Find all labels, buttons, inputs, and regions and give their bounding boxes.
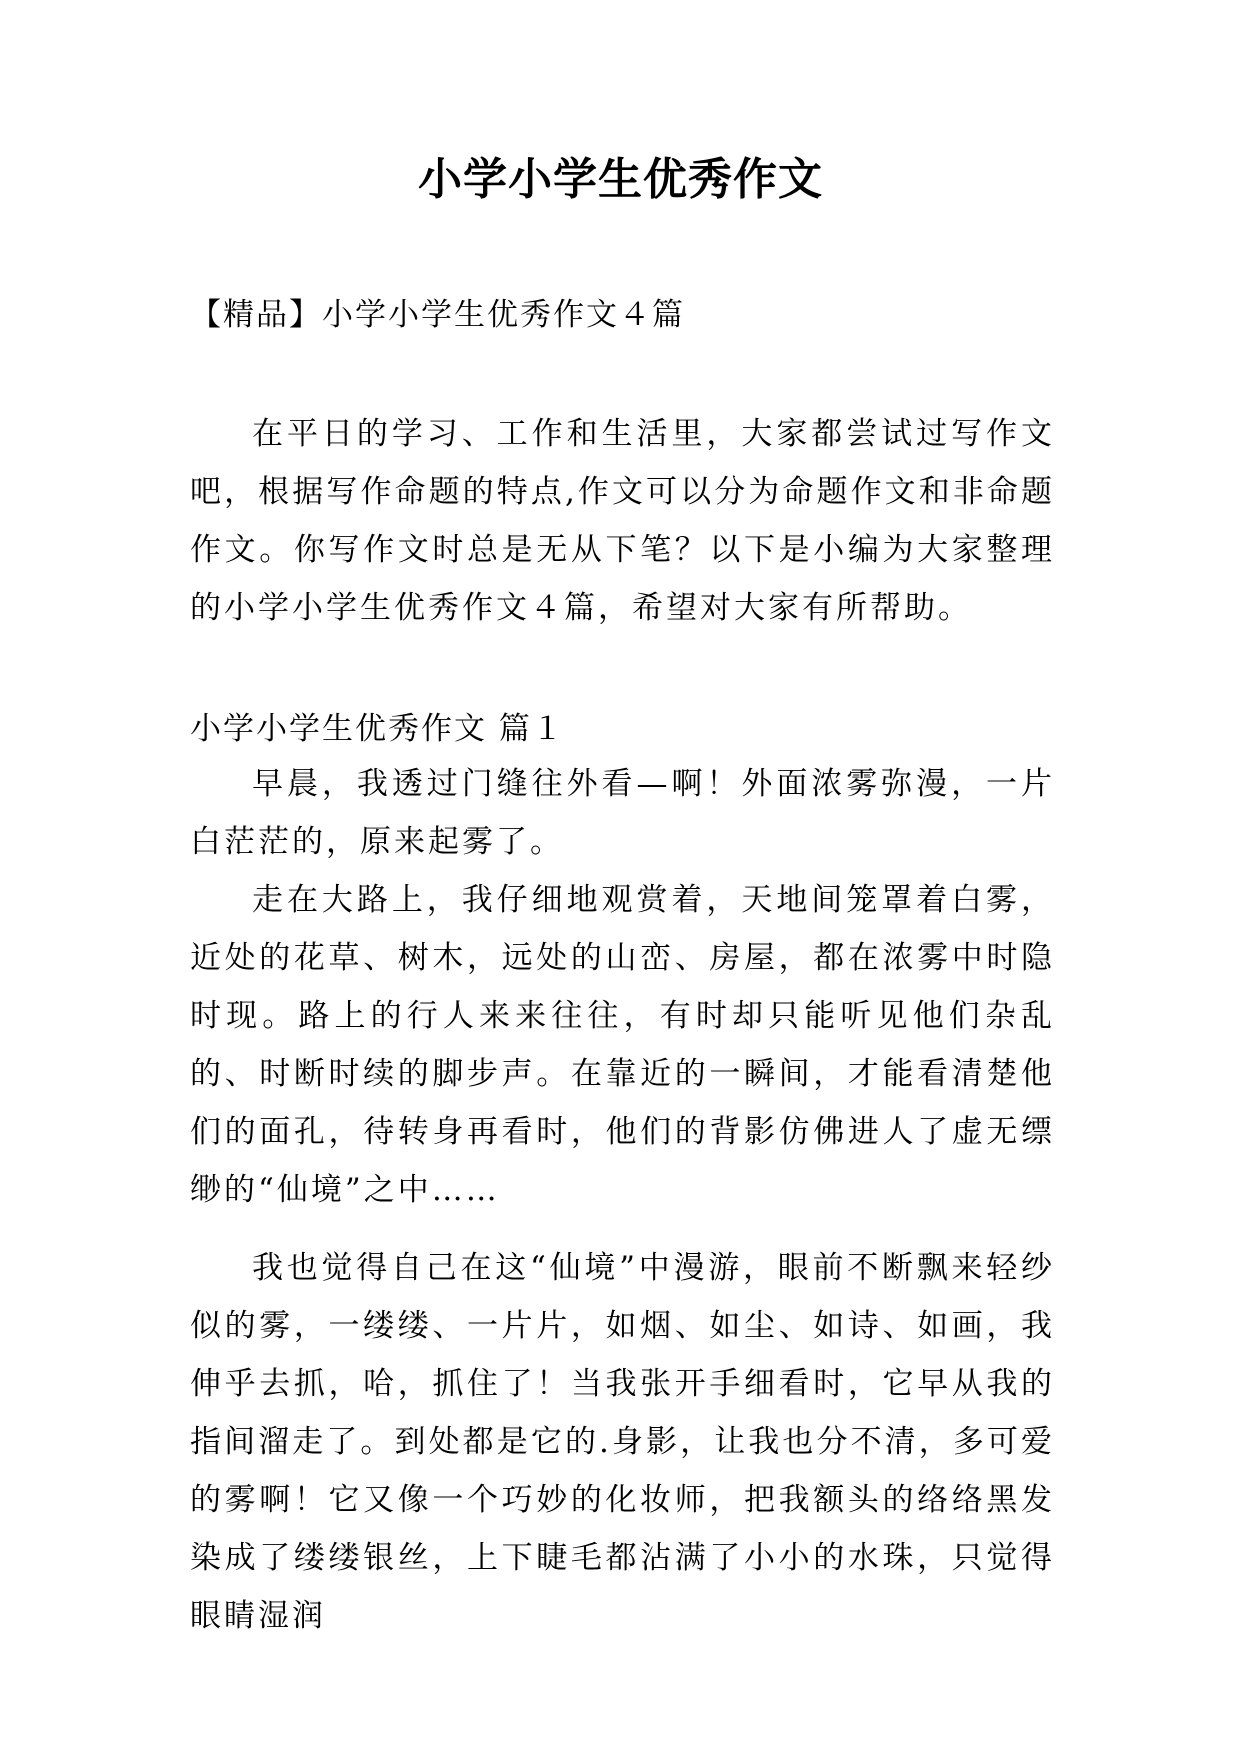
essay-paragraph-1: 早晨，我透过门缝往外看—啊！外面浓雾弥漫，一片白茫茫的，原来起雾了。 (190, 766, 1055, 860)
intro-section (190, 405, 1055, 637)
document-subtitle: 【精品】小学小学生优秀作文４篇 (190, 297, 685, 333)
document-title: 小学小学生优秀作文 (418, 154, 823, 205)
essay-body (190, 755, 1055, 1645)
section-heading: 小学小学生优秀作文 篇１ (190, 711, 565, 747)
essay-paragraph-3: 我也觉得自己在这“仙境”中漫游，眼前不断飘来轻纱似的雾，一缕缕、一片片，如烟、如尘、如诗、如画，我伸乎去抓，哈，抓住了！当我张开手细看时，它早从我的指间溜走了。到处都是它的.身影，让我也分不清，多可爱的雾啊！它又像一个巧妙的化妆师，把我额头的络络黑发染成了缕缕银丝，上下睫毛都沾满了小小的水珠，只觉得眼睛湿润 (190, 1250, 1055, 1634)
intro-paragraph: 在平日的学习、工作和生活里，大家都尝试过写作文吧，根据写作命题的特点,作文可以分为命题作文和非命题作文。你写作文时总是无从下笔？以下是小编为大家整理的小学小学生优秀作文４篇，希望对大家有所帮助。 (190, 416, 1055, 626)
essay-paragraph-2: 走在大路上，我仔细地观赏着，天地间笼罩着白雾，近处的花草、树木，远处的山峦、房屋，都在浓雾中时隐时现。路上的行人来来往往，有时却只能听见他们杂乱的、时断时续的脚步声。在靠近的一瞬间，才能看清楚他们的面孔，待转身再看时，他们的背影仿佛进人了虚无缥缈的“仙境”之中…… (190, 882, 1055, 1208)
